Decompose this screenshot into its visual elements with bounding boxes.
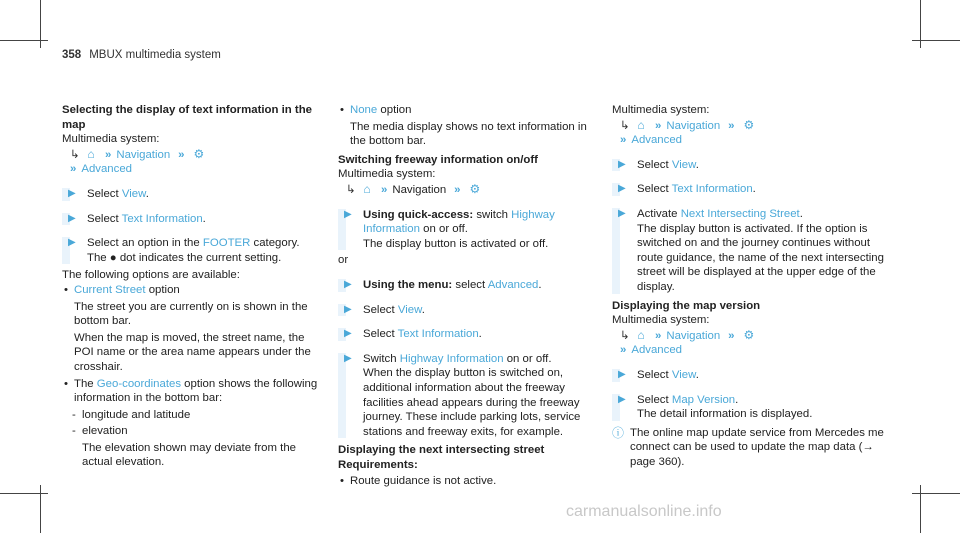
option-highway-information[interactable]: Highway Information (399, 352, 504, 365)
option-view[interactable]: View (671, 368, 696, 381)
double-chevron-icon: » (105, 148, 112, 161)
nav-label-navigation: Navigation (392, 183, 447, 196)
option-description: When the map is moved, the street name, the POI name or the area name appears under the crosshair. (74, 331, 311, 373)
option-view[interactable]: View (671, 158, 696, 171)
nav-link-advanced[interactable]: Advanced (631, 134, 683, 147)
step-bullet-icon: ▶ (344, 278, 352, 290)
step-bullet-icon: ▶ (344, 328, 352, 340)
option-highway-information[interactable]: Highway Information (363, 208, 555, 236)
double-chevron-icon: » (70, 163, 77, 176)
step-item: ▶ Switch Highway Information on or off. When the display button is switched on, additional information about the freeway facilities ahead appears during the freeway journey. These include parking lots, service stations and freeway exits, for example. (338, 352, 604, 440)
list-item: • Route guidance is not active. (340, 475, 497, 488)
double-chevron-icon: » (381, 183, 388, 196)
home-icon: ⌂ (637, 327, 645, 342)
step-bullet-icon: ▶ (344, 352, 352, 364)
step-bullet-icon: ▶ (68, 212, 76, 224)
step-bullet-icon: ▶ (618, 207, 626, 219)
step-item: ▶ Select View. (62, 187, 324, 202)
step-bullet-icon: ▶ (618, 393, 626, 405)
menu-path (70, 147, 324, 163)
column-2 (338, 103, 604, 489)
option-text-information[interactable]: Text Information (397, 328, 479, 341)
step-item: ▶ Select an option in the FOOTER category. The ● dot indicates the current setting. (62, 236, 324, 265)
step-item: ▶ Select View. (338, 303, 604, 318)
menu-path (346, 182, 604, 198)
menu-path-label: Multimedia system: (612, 314, 710, 327)
step-bullet-icon: ▶ (618, 158, 626, 170)
menu-path-continued (620, 343, 890, 358)
option-view[interactable]: View (121, 187, 146, 200)
nav-link-advanced[interactable]: Advanced (631, 344, 683, 357)
crop-mark (912, 493, 960, 494)
option-none[interactable]: None (350, 104, 378, 116)
gear-icon: ⚙ (469, 181, 481, 196)
step-description: The ● dot indicates the current setting. (87, 251, 282, 264)
menu-path (620, 328, 890, 344)
option-view[interactable]: View (397, 303, 422, 316)
requirements-label: Requirements: (338, 458, 418, 471)
nav-link-navigation[interactable]: Navigation (666, 119, 721, 132)
option-next-intersecting-street[interactable]: Next Intersecting Street (680, 207, 800, 220)
home-icon: ⌂ (363, 181, 371, 196)
menu-path-label: Multimedia system: (612, 104, 710, 116)
step-bullet-icon: ▶ (618, 368, 626, 380)
gear-icon: ⚙ (193, 146, 205, 161)
step-item: ▶ Select Map Version. The detail information is displayed. (612, 393, 890, 422)
menu-path-label: Multimedia system: (338, 168, 436, 181)
option-footer[interactable]: FOOTER (202, 237, 251, 250)
double-chevron-icon: » (454, 183, 461, 196)
option-description: The street you are currently on is shown in the bottom bar. (74, 300, 308, 328)
step-bullet-icon: ▶ (68, 237, 76, 249)
sub-list-item: - longitude and latitude (72, 408, 191, 421)
option-text-information[interactable]: Text Information (671, 183, 753, 196)
option-text-information[interactable]: Text Information (121, 212, 203, 225)
sub-description: The elevation shown may deviate from the actual elevation. (82, 441, 297, 469)
step-item: ▶ Using quick-access: switch Highway Information on or off. The display button is activated or off. (338, 208, 604, 252)
nav-link-advanced[interactable]: Advanced (81, 163, 133, 176)
nav-link-navigation[interactable]: Navigation (116, 148, 171, 161)
step-item: ▶ Select View. (612, 158, 890, 173)
double-chevron-icon: » (728, 119, 735, 132)
nav-link-navigation[interactable]: Navigation (666, 329, 721, 342)
sub-list-item: - elevation The elevation shown may deviate from the actual elevation. (62, 424, 324, 470)
menu-path-label: Multimedia system: (62, 133, 160, 146)
return-arrow-icon: ↳ (620, 119, 630, 132)
double-chevron-icon: » (178, 148, 185, 161)
step-description: The display button is activated or off. (363, 237, 549, 250)
list-item: • The Geo-coordinates option shows the following information in the bottom bar: (64, 377, 318, 405)
page-title: MBUX multimedia system (89, 49, 221, 61)
column-3 (612, 103, 890, 469)
option-current-street[interactable]: Current Street (74, 283, 146, 296)
option-geo-coordinates[interactable]: Geo-coordinates (96, 377, 182, 390)
crop-mark (0, 493, 48, 494)
step-item: ▶ Select Text Information. (62, 212, 324, 227)
list-item: • None option The media display shows no text information in the bottom bar. (338, 103, 604, 149)
step-item: ▶ Select View. (612, 368, 890, 383)
home-icon: ⌂ (637, 117, 645, 132)
menu-path (620, 118, 890, 134)
step-bullet-icon: ▶ (344, 303, 352, 315)
crop-mark (912, 40, 960, 41)
option-description: The media display shows no text information in the bottom bar. (350, 120, 587, 148)
option-map-version[interactable]: Map Version (671, 393, 736, 406)
home-icon: ⌂ (87, 146, 95, 161)
section-heading: Displaying the next intersecting street (338, 444, 545, 457)
step-item: ▶ Select Text Information. (338, 327, 604, 342)
return-arrow-icon: ↳ (70, 148, 80, 161)
page-header (62, 48, 221, 63)
double-chevron-icon: » (620, 134, 627, 147)
return-arrow-icon: ↳ (346, 183, 356, 196)
watermark: carmanualsonline.info (566, 503, 722, 520)
step-item: ▶ Select Text Information. (612, 182, 890, 197)
step-bullet-icon: ▶ (618, 183, 626, 195)
section-heading: Switching freeway information on/off (338, 153, 538, 166)
step-item: ▶ Using the menu: select Advanced. (338, 278, 604, 293)
crop-mark (0, 40, 48, 41)
step-bullet-icon: ▶ (344, 208, 352, 220)
note-text: The online map update service from Mercedes me connect can be used to update the map data (→ page 360). (630, 426, 884, 468)
info-icon: ⓘ (612, 425, 625, 440)
step-description: When the display button is switched on, additional information about the freeway facilities ahead appears during the freeway journey. These include parking lots, service stations and freeway exits, for example. (363, 367, 581, 438)
page-number: 358 (62, 49, 82, 61)
menu-path-continued (620, 133, 890, 148)
list-item: • Current Street option The street you are currently on is shown in the bottom bar. When the map is moved, the street name, the POI name or the area name appears under the crosshair. (62, 283, 324, 375)
double-chevron-icon: » (655, 119, 662, 132)
option-advanced[interactable]: Advanced (487, 278, 539, 291)
step-bullet-icon: ▶ (68, 187, 76, 199)
return-arrow-icon: ↳ (620, 329, 630, 342)
double-chevron-icon: » (620, 344, 627, 357)
info-note (612, 426, 890, 470)
or-separator: or (338, 254, 349, 267)
gear-icon: ⚙ (743, 327, 755, 342)
section-heading: Selecting the display of text information in the map (62, 104, 312, 131)
double-chevron-icon: » (728, 329, 735, 342)
step-description: The display button is activated. If the option is switched on and the journey continues without route guidance, the name of the next intersecting street will be displayed at the upper edge of the display. (637, 222, 884, 293)
section-heading: Displaying the map version (612, 299, 761, 312)
column-1 (62, 103, 324, 470)
double-chevron-icon: » (655, 329, 662, 342)
gear-icon: ⚙ (743, 117, 755, 132)
step-item: ▶ Activate Next Intersecting Street. The display button is activated. If the option is switched on and the journey continues without route guidance, the name of the next intersecting street will be displayed at the upper edge of the display. (612, 207, 890, 295)
menu-path-continued (70, 162, 324, 177)
step-description: The detail information is displayed. (637, 408, 813, 421)
options-intro: The following options are available: (62, 269, 240, 282)
